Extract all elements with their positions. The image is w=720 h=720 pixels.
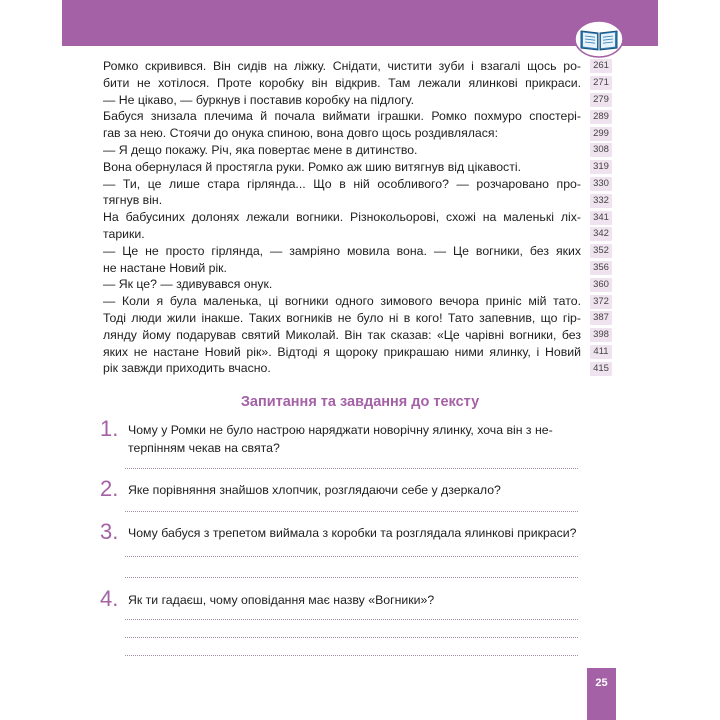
answer-line[interactable] [125, 637, 578, 638]
answer-line[interactable] [125, 468, 578, 469]
word-count-badge: 372 [590, 295, 612, 309]
word-count-column [590, 58, 612, 377]
section-title: Запитання та завдання до тексту [240, 394, 480, 410]
word-count-badge: 352 [590, 244, 612, 258]
answer-line[interactable] [125, 511, 578, 512]
answer-line[interactable] [125, 556, 578, 557]
question-number: 4. [100, 586, 119, 611]
open-book-icon [574, 20, 624, 58]
story-line: тягнув він. [103, 193, 163, 208]
story-line: На бабусиних долонях лежали вогники. Різнокольорові, схожі на маленькі ліх- [103, 210, 581, 225]
question-text: Чому бабуся з трепетом виймала з коробки та розглядала ялинкові прикраси? [128, 526, 577, 540]
word-count-badge: 261 [590, 59, 612, 73]
story-line: Вона обернулася й простягла руки. Ромко аж шию витягнув від цікавості. [103, 159, 521, 174]
story-line: тарики. [103, 226, 145, 241]
question-2 [100, 478, 590, 502]
header-band [62, 0, 658, 46]
story-text [103, 58, 581, 377]
story-line: не настане Новий рік. [103, 260, 227, 275]
question-4 [100, 588, 590, 612]
word-count-badge: 319 [590, 160, 612, 174]
question-number: 1. [100, 416, 119, 441]
word-count-badge: 342 [590, 227, 612, 241]
word-count-badge: 299 [590, 127, 612, 141]
word-count-badge: 341 [590, 211, 612, 225]
story-line: — Не цікаво, — буркнув і поставив коробку на підлогу. [103, 92, 415, 107]
answer-line[interactable] [125, 577, 578, 578]
story-line: Тоді люди жили інакше. Таких вогників не було ні в кого! Тато запевнив, що гір- [103, 310, 581, 325]
question-text: Яке порівняння знайшов хлопчик, розглядаючи себе у дзеркало? [128, 483, 501, 497]
story-line: яких не настане Новий рік». Відтоді я щороку прикрашаю ними ялинку, і Новий [103, 344, 581, 359]
story-line: рік завжди приходить вчасно. [103, 361, 271, 376]
word-count-badge: 279 [590, 93, 612, 107]
word-count-badge: 411 [590, 345, 612, 359]
story-line: бити не хотілося. Проте коробку він відкрив. Там лежали ялинкові прикраси. [103, 75, 581, 90]
story-line: — Ти, це лише стара гірлянда... Що в ній особливого? — розчаровано про- [103, 176, 581, 191]
word-count-badge: 398 [590, 328, 612, 342]
word-count-badge: 289 [590, 110, 612, 124]
word-count-badge: 308 [590, 143, 612, 157]
word-count-badge: 415 [590, 362, 612, 376]
story-line: Ромко скривився. Він сидів на ліжку. Снідати, чистити зуби і взагалі щось ро- [103, 59, 581, 73]
story-line: — Коли я була маленька, ці вогники одного зимового вечора приніс мій тато. [103, 294, 581, 309]
word-count-badge: 356 [590, 261, 612, 275]
answer-line[interactable] [125, 655, 578, 656]
question-text: Як ти гадаєш, чому оповідання має назву «Вогники»? [128, 593, 435, 607]
story-line: — Як це? — здивувався онук. [103, 277, 273, 292]
question-number: 3. [100, 519, 119, 544]
question-text: Чому у Ромки не було настрою наряджати новорічну ялинку, хоча він з не-терпінням чекав на свята? [128, 423, 553, 455]
story-line: гав за нею. Стоячи до онука спиною, вона довго щось роздивлялася: [103, 126, 498, 141]
word-count-badge: 330 [590, 177, 612, 191]
question-number: 2. [100, 476, 119, 501]
word-count-badge: 387 [590, 311, 612, 325]
page-number: 25 [595, 677, 608, 689]
word-count-badge: 271 [590, 76, 612, 90]
word-count-badge: 332 [590, 194, 612, 208]
answer-line[interactable] [125, 619, 578, 620]
story-line: — Це не просто гірлянда, — замріяно мовила вона. — Це вогники, без яких [103, 243, 581, 258]
word-count-badge: 360 [590, 278, 612, 292]
page-number-tab [587, 668, 616, 720]
story-line: лянду йому подарував святий Миколай. Він так сказав: «Це чарівні вогники, без [103, 327, 581, 342]
story-line: — Я дещо покажу. Річ, яка повертає мене в дитинство. [103, 142, 418, 157]
story-line: Бабуся знизала плечима й почала виймати іграшки. Ромко похмуро спостері- [103, 109, 581, 124]
question-1 [100, 418, 590, 458]
question-3 [100, 521, 590, 545]
